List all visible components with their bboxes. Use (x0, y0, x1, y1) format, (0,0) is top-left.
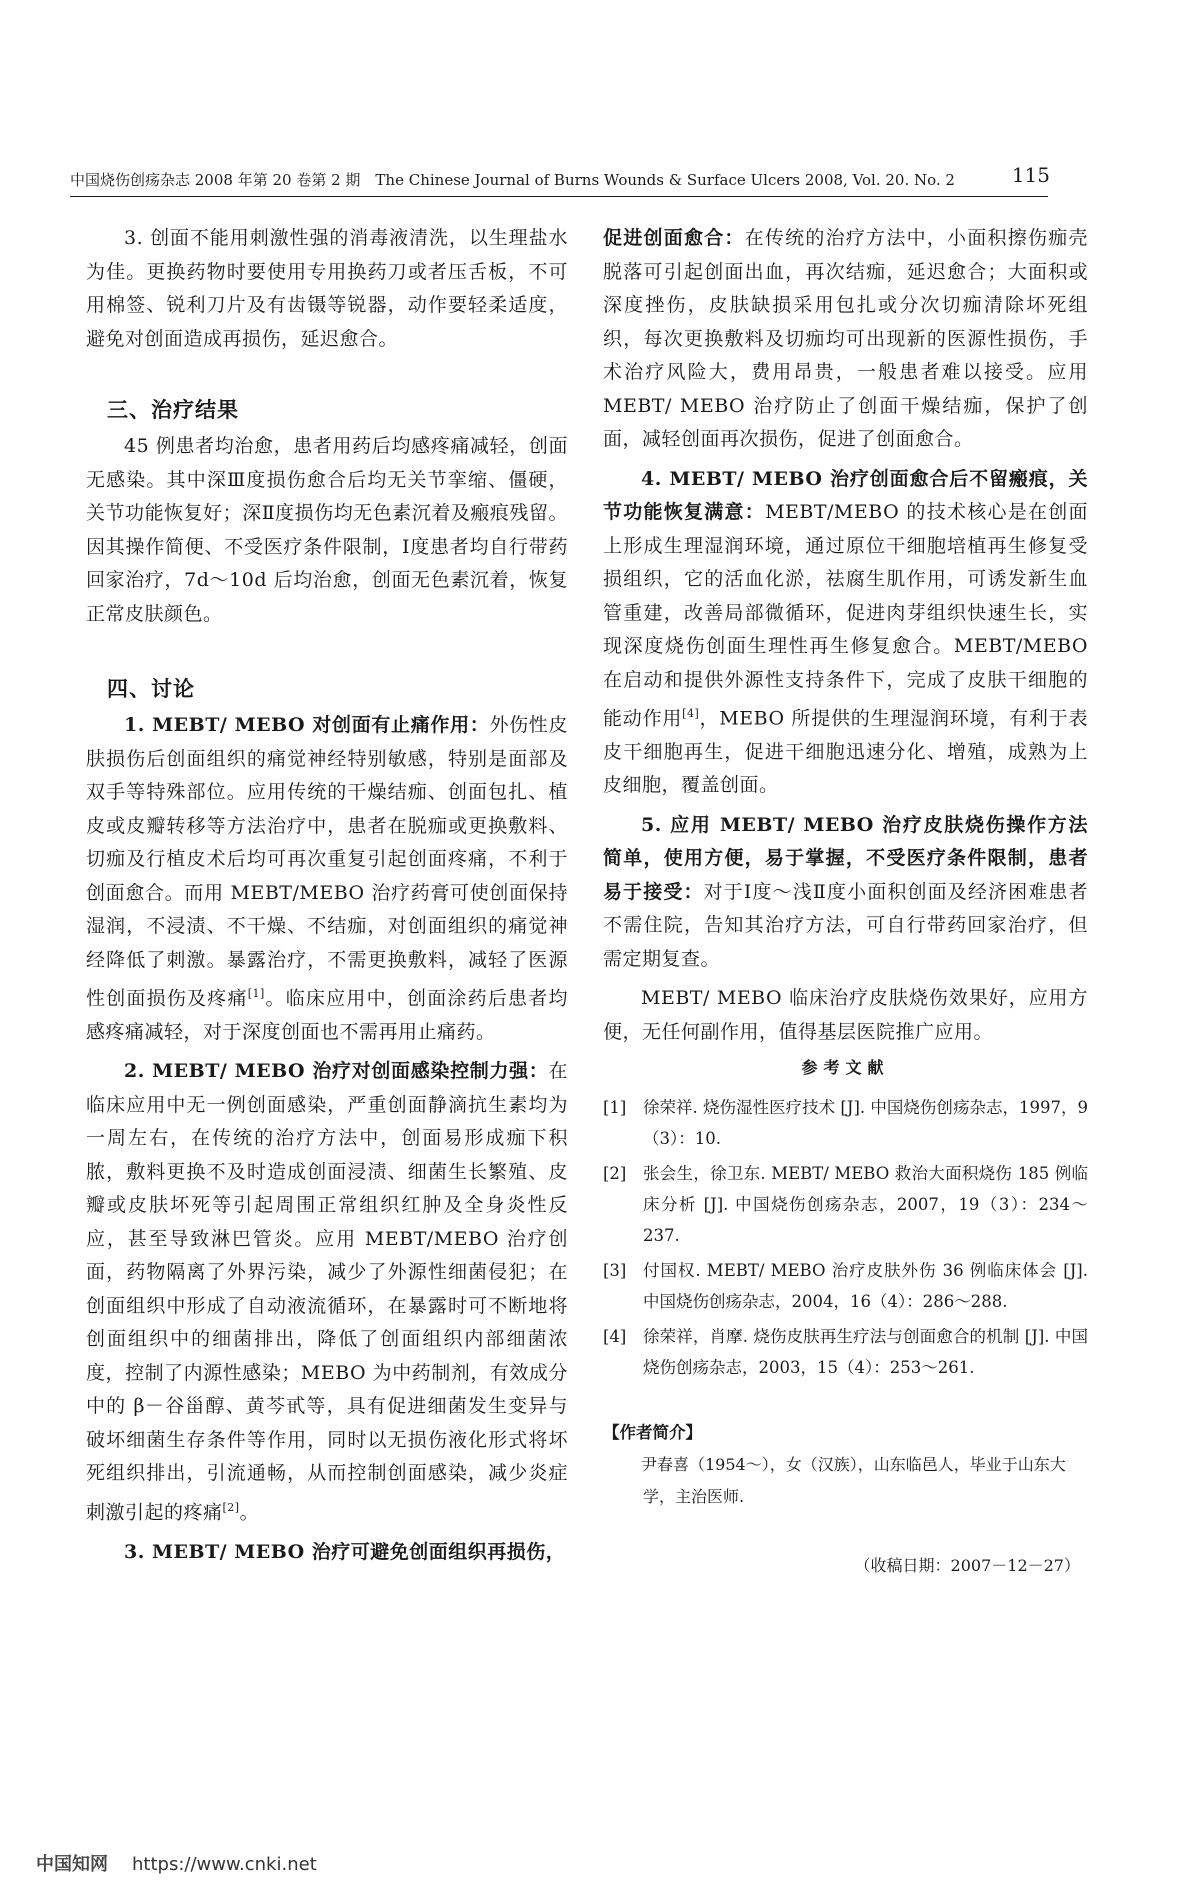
section-heading-discussion: 四、讨论 (107, 676, 195, 701)
discussion-2-tail: 。 (239, 1501, 260, 1524)
running-header (70, 163, 1050, 193)
discussion-5-text: 对于Ⅰ度～浅Ⅱ度小面积创面及经济困难患者不需住院，告知其治疗方法，可自行带药回家治疗，但需定期复查。 (603, 880, 1088, 970)
citation-1[interactable]: [1] (247, 987, 265, 1000)
right-column (603, 222, 1088, 1576)
reference-item (603, 1158, 1088, 1251)
paragraph-discussion-2 (86, 1055, 568, 1529)
reference-item (603, 1321, 1088, 1383)
paragraph-conclusion: MEBT/ MEBO 临床治疗皮肤烧伤效果好，应用方便，无任何副作用，值得基层医院推广应用。 (603, 987, 1088, 1043)
cnki-brand: 中国知网 (36, 1854, 108, 1875)
discussion-3-text: 在传统的治疗方法中，小面积擦伤痂壳脱落可引起创面出血，再次结痂，延迟愈合；大面积或深度挫伤，皮肤缺损采用包扎或分次切痂清除坏死组织，每次更换敷料及切痂均可出现新的医源性损伤，手术治疗风险大，费用昂贵，一般患者难以接受。应用 MEBT/ MEBO 治疗防止了创面干燥结痂，保护了创面，减轻创面再次损伤，促进了创面愈合。 (603, 227, 1088, 450)
reference-item (603, 1255, 1088, 1317)
section-heading-results: 三、治疗结果 (107, 397, 239, 422)
reference-number: [4] (603, 1327, 627, 1347)
journal-citation: 中国烧伤创疡杂志 2008 年第 20 卷第 2 期 The Chinese Journal of Burns Wounds & Surface Ulcers 2008, Vol. 20. No. 2 (70, 171, 955, 189)
header-rule (70, 196, 1048, 197)
left-column (86, 222, 568, 1575)
discussion-3-title: 3. MEBT/ MEBO 治疗可避免创面组织再损伤， (124, 1540, 566, 1563)
discussion-4-tail: ，MEBO 所提供的生理湿润环境，有利于表皮干细胞再生，促进干细胞迅速分化、增殖，成熟为上皮细胞，覆盖创面。 (603, 707, 1088, 797)
reference-text: 张会生，徐卫东. MEBT/ MEBO 救治大面积烧伤 185 例临床分析 [J]. 中国烧伤创疡杂志，2007，19（3）：234～237. (643, 1164, 1088, 1246)
reference-item (603, 1092, 1088, 1154)
paragraph-discussion-3-start (86, 1536, 568, 1570)
reference-text: 付国权. MEBT/ MEBO 治疗皮肤外伤 36 例临床体会 [J]. 中国烧伤创疡杂志，2004，16（4）：286～288. (643, 1261, 1088, 1312)
reference-number: [3] (603, 1261, 627, 1281)
paragraph-discussion-1 (86, 709, 568, 1049)
paragraph-discussion-5 (603, 809, 1088, 977)
cnki-url[interactable]: https://www.cnki.net (132, 1854, 317, 1875)
discussion-1-tail: 。临床应用中，创面涂药后患者均感疼痛减轻，对于深度创面也不需再用止痛药。 (86, 987, 568, 1043)
reference-text: 徐荣祥. 烧伤湿性医疗技术 [J]. 中国烧伤创疡杂志，1997，9（3）：10. (643, 1098, 1088, 1149)
reference-number: [1] (603, 1098, 627, 1118)
discussion-4-text: MEBT/MEBO 的技术核心是在创面上形成生理湿润环境，通过原位干细胞培植再生修复受损组织，它的活血化淤，祛腐生肌作用，可诱发新生血管重建，改善局部微循环，促进肉芽组织快速生长，实现深度烧伤创面生理性再生修复愈合。MEBT/MEBO 在启动和提供外源性支持条件下，完成了皮肤干细胞的能动作用 (603, 501, 1088, 730)
paragraph-discussion-4 (603, 463, 1088, 803)
paragraph-discussion-3-cont (603, 222, 1088, 457)
discussion-1-text: 外伤性皮肤损伤后创面组织的痛觉神经特别敏感，特别是面部及双手等特殊部位。应用传统的干燥结痂、创面包扎、植皮或皮瓣转移等方法治疗中，患者在脱痂或更换敷料、切痂及行植皮术后均可再次重复引起创面疼痛，不利于创面愈合。而用 MEBT/MEBO 治疗药膏可使创面保持湿润，不浸渍、不干燥、不结痂，对创面组织的痛觉神经降低了刺激。暴露治疗，不需更换敷料，减轻了医源性创面损伤及疼痛 (86, 714, 568, 1010)
discussion-4-title: 4. MEBT/ MEBO 治疗创面愈合后不留瘢痕，关节功能恢复满意： (603, 467, 1088, 523)
discussion-5-title: 5. 应用 MEBT/ MEBO 治疗皮肤烧伤操作方法简单，使用方便，易于掌握，不受医疗条件限制，患者易于接受： (603, 813, 1088, 903)
author-bio: 尹春喜（1954～），女（汉族），山东临邑人，毕业于山东大学，主治医师. (641, 1455, 1066, 1507)
page-number: 115 (1011, 163, 1050, 187)
reference-text: 徐荣祥，肖摩. 烧伤皮肤再生疗法与创面愈合的机制 [J]. 中国烧伤创疡杂志，2003，15（4）：253～261. (643, 1327, 1088, 1378)
discussion-3-title-cont: 促进创面愈合： (603, 227, 745, 249)
discussion-2-title: 2. MEBT/ MEBO 治疗对创面感染控制力强： (124, 1060, 549, 1083)
references-heading: 参考文献 (801, 1058, 890, 1078)
discussion-1-title: 1. MEBT/ MEBO 对创面有止痛作用： (124, 714, 490, 736)
citation-4[interactable]: [4] (682, 707, 700, 720)
citation-2[interactable]: [2] (222, 1500, 240, 1514)
watermark-footer (36, 1850, 317, 1876)
author-heading: 【作者简介】 (603, 1423, 702, 1443)
received-date: （收稿日期：2007－12－27） (854, 1556, 1080, 1576)
reference-number: [2] (603, 1164, 627, 1184)
paragraph-results: 45 例患者均治愈，患者用药后均感疼痛减轻，创面无感染。其中深Ⅲ度损伤愈合后均无关节挛缩、僵硬，关节功能恢复好；深Ⅱ度损伤均无色素沉着及瘢痕残留。因其操作简便、不受医疗条件限制，Ⅰ度患者均自行带药回家治疗，7d～10d 后均治愈，创面无色素沉着，恢复正常皮肤颜色。 (86, 435, 568, 625)
discussion-2-text: 在临床应用中无一例创面感染，严重创面静滴抗生素均为一周左右，在传统的治疗方法中，创面易形成痂下积脓，敷料更换不及时造成创面浸渍、细菌生长繁殖、皮瓣或皮肤坏死等引起周围正常组织红肿及全身炎性反应，甚至导致淋巴管炎。应用 MEBT/MEBO 治疗创面，药物隔离了外界污染，减少了外源性细菌侵犯；在创面组织中形成了自动液流循环，在暴露时可不断地将创面组织中的细菌排出，降低了创面组织内部细菌浓度，控制了内源性感染；MEBO 为中药制剂，有效成分中的 β－谷甾醇、黄芩甙等，具有促进细菌发生变异与破坏细菌生存条件等作用，同时以无损伤液化形式将坏死组织排出，引流通畅，从而控制创面感染，减少炎症刺激引起的疼痛 (86, 1060, 568, 1524)
reference-list (603, 1092, 1088, 1383)
paragraph-care-note: 3. 创面不能用刺激性强的消毒液清洗，以生理盐水为佳。更换药物时要使用专用换药刀或者压舌板，不可用棉签、锐利刀片及有齿镊等锐器，动作要轻柔适度，避免对创面造成再损伤，延迟愈合。 (86, 227, 568, 350)
